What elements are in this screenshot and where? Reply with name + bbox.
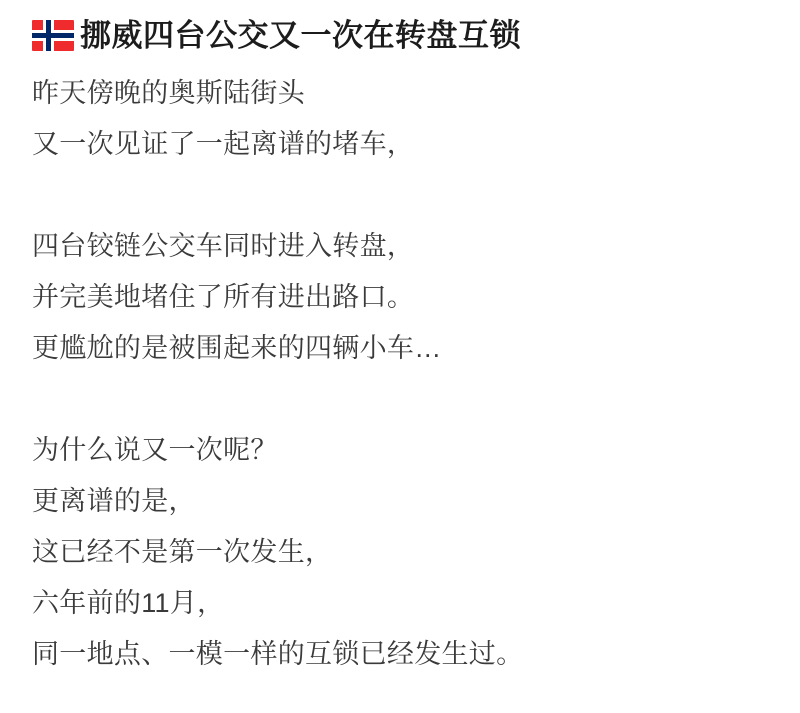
body-line: 又一次见证了一起离谱的堵车， [32, 128, 415, 159]
body-line: 六年前的11月， [32, 587, 225, 618]
document-body [32, 68, 770, 680]
body-line: 昨天傍晚的奥斯陆街头 [32, 77, 305, 108]
body-line: 更尴尬的是被围起来的四辆小车… [32, 332, 442, 363]
body-line: 四台铰链公交车同时进入转盘， [32, 230, 415, 261]
norway-flag-icon [32, 20, 74, 51]
body-line: 为什么说又一次呢？ [32, 434, 278, 465]
page-title-text: 挪威四台公交又一次在转盘互锁 [80, 18, 521, 53]
body-line: 同一地点、一模一样的互锁已经发生过。 [32, 638, 524, 669]
page-title [32, 18, 770, 54]
body-line-blank [32, 374, 770, 425]
body-line: 并完美地堵住了所有进出路口。 [32, 281, 415, 312]
body-line: 更离谱的是， [32, 485, 196, 516]
body-line: 这已经不是第一次发生， [32, 536, 333, 567]
body-line-blank [32, 170, 770, 221]
